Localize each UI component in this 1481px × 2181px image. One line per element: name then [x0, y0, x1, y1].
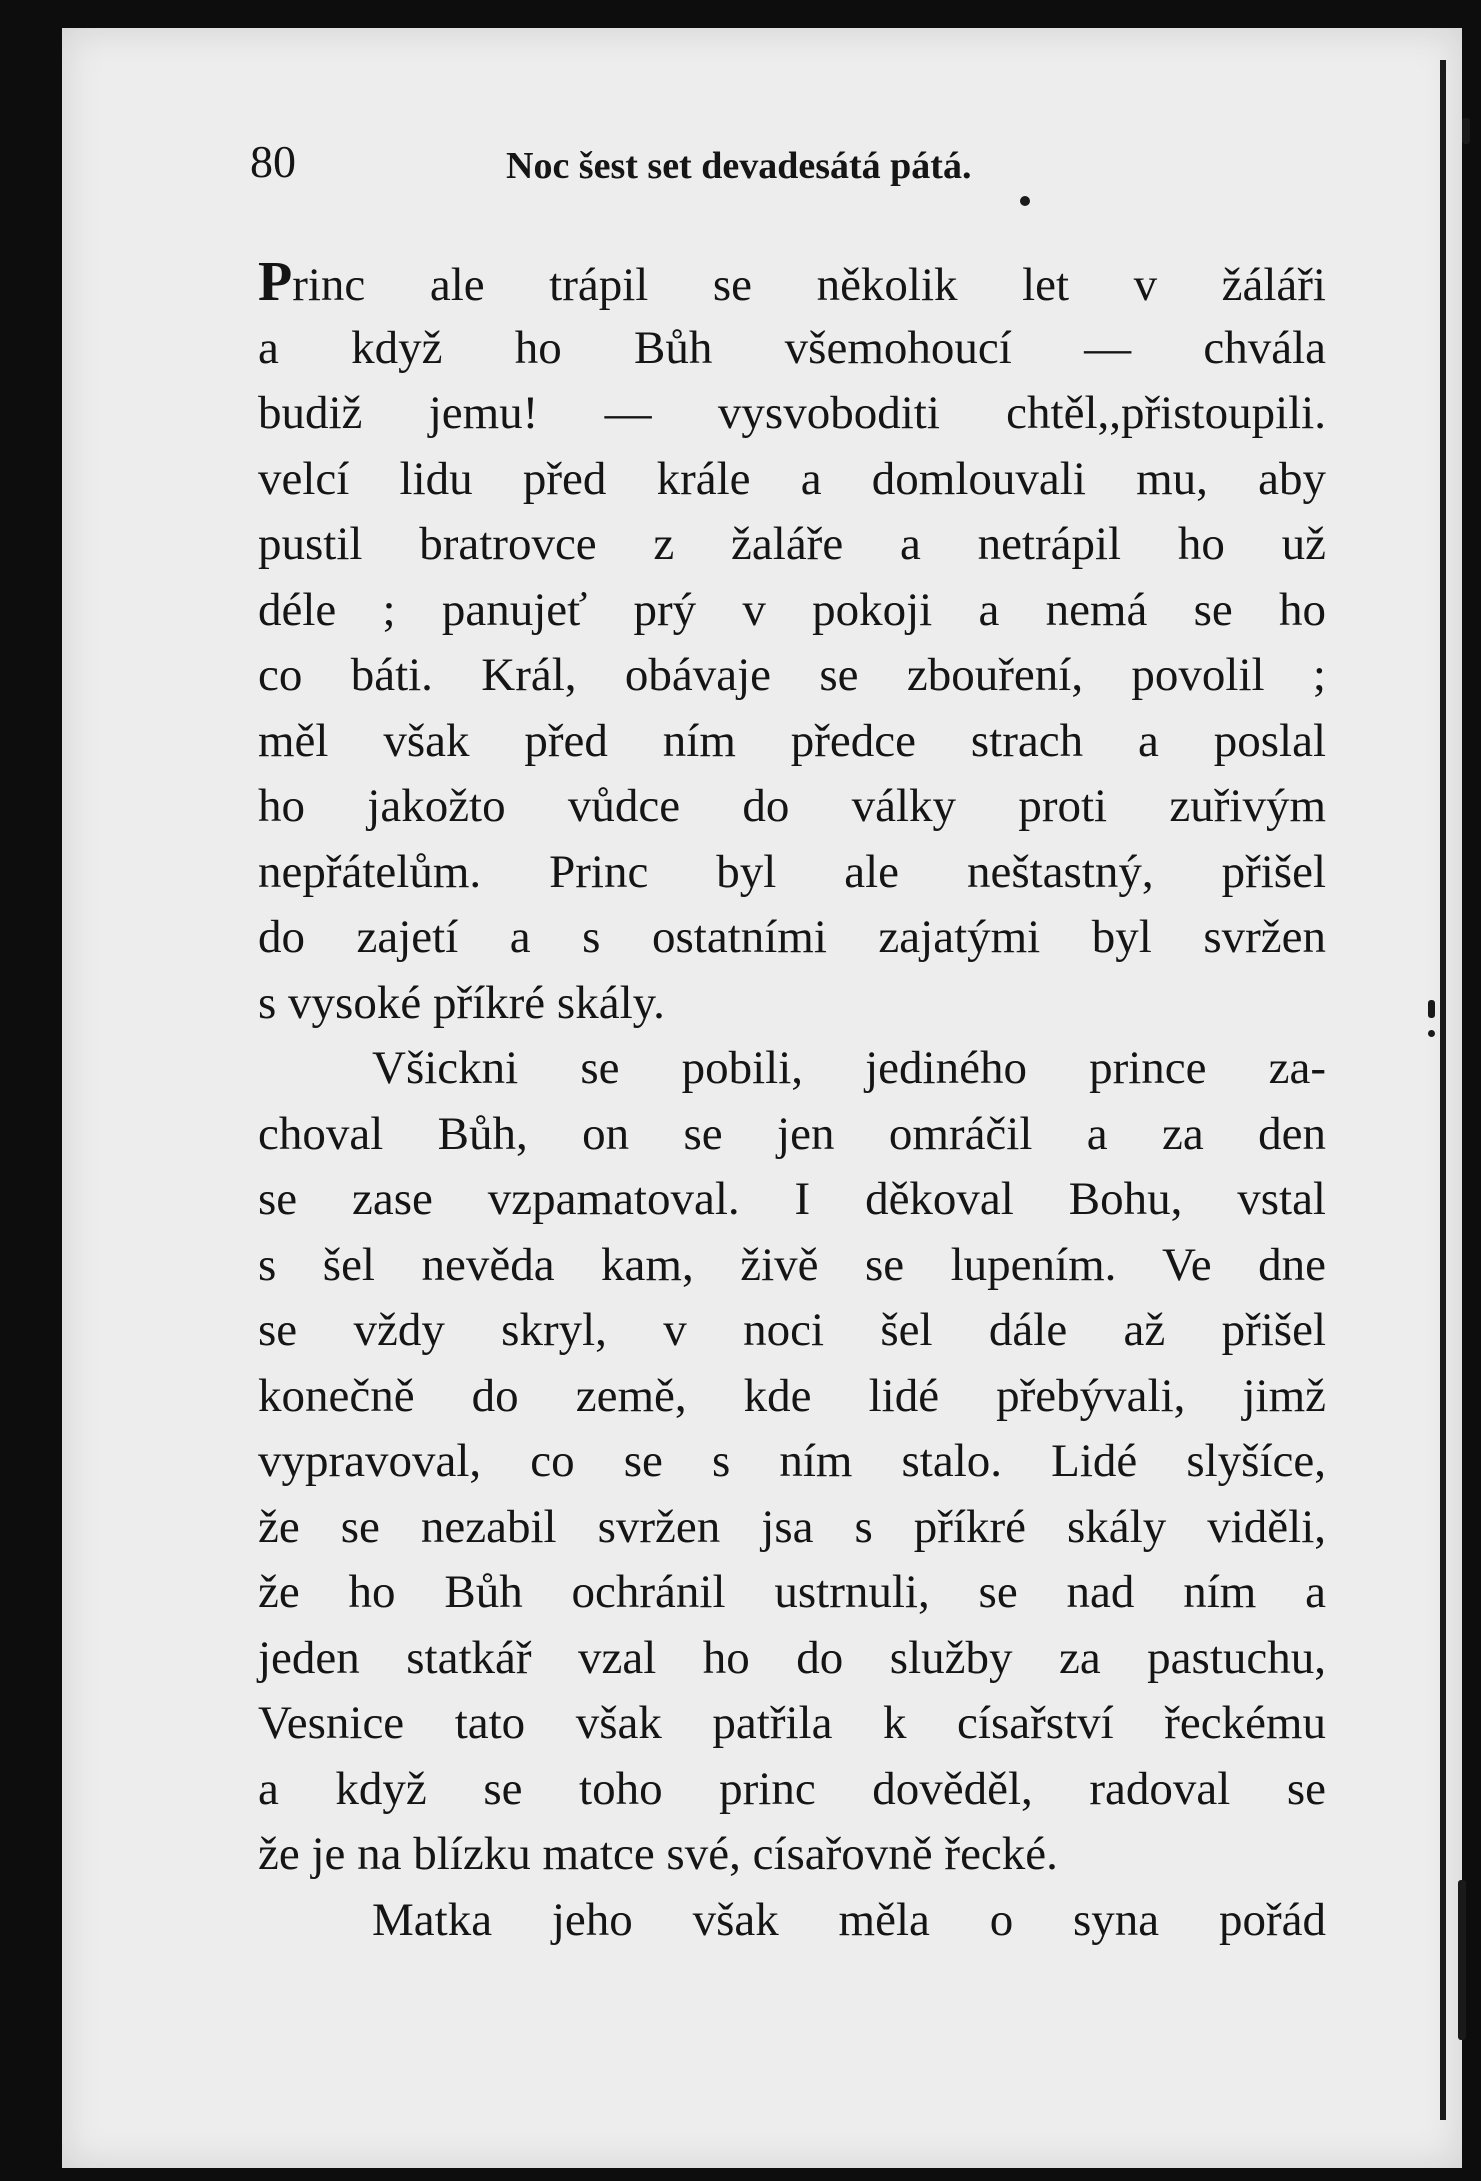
running-title: Noc šest set devadesátá pátá.	[506, 145, 972, 187]
page-edge-shadow	[1440, 60, 1446, 2120]
text-line: Všickni se pobili, jediného prince za-	[372, 1042, 1326, 1094]
text-line: velcí lidu před krále a domlouvali mu, aby	[258, 452, 1326, 505]
text-line: se vždy skryl, v noci šel dále až přišel	[258, 1304, 1326, 1356]
text-line: Matka jeho však měla o syna pořád	[372, 1893, 1326, 1946]
text-line: a když se toho princ dověděl, radoval se	[258, 1762, 1326, 1815]
text-line: že se nezabil svržen jsa s příkré skály viděli,	[258, 1500, 1326, 1553]
page-number: 80	[250, 136, 296, 187]
scan-speck	[1462, 118, 1470, 144]
scan-speck	[1458, 1880, 1466, 2040]
text-line: jeden statkář vzal ho do služby za pastuchu,	[258, 1631, 1326, 1684]
text-line: se zase vzpamatoval. I děkoval Bohu, vstal	[258, 1173, 1326, 1225]
scan-speck	[1020, 196, 1030, 206]
text-line: s vysoké příkré skály.	[258, 976, 665, 1029]
scan-speck	[1428, 1000, 1435, 1018]
running-head	[250, 132, 1320, 192]
text-line: Princ ale trápil se několik let v žáláři	[258, 251, 1326, 313]
text-line: budiž jemu! — vysvoboditi chtěl,,přistoupili.	[258, 387, 1326, 439]
text-line: Vesnice tato však patřila k císařství řeckému	[258, 1697, 1326, 1749]
text-line: choval Bůh, on se jen omráčil a za den	[258, 1107, 1326, 1160]
drop-cap: P	[258, 251, 293, 313]
body-text	[258, 250, 1326, 1953]
text-line: měl však před ním předce strach a poslal	[258, 714, 1326, 767]
text-line: pustil bratrovce z žaláře a netrápil ho už	[258, 518, 1326, 570]
text-line: konečně do země, kde lidé přebývali, jimž	[258, 1369, 1326, 1422]
text-line: vypravoval, co se s ním stalo. Lidé slyšíce,	[258, 1435, 1326, 1487]
text-line: ho jakožto vůdce do války proti zuřivým	[258, 780, 1326, 832]
text-line: a když ho Bůh všemohoucí — chvála	[258, 321, 1326, 374]
text-line: nepřátelům. Princ byl ale neštastný, přišel	[258, 845, 1326, 898]
scan-speck	[1428, 1030, 1435, 1037]
text-line: že ho Bůh ochránil ustrnuli, se nad ním a	[258, 1566, 1326, 1618]
text-line: co báti. Král, obávaje se zbouření, povolil ;	[258, 649, 1326, 701]
text-line: s šel nevěda kam, živě se lupením. Ve dne	[258, 1238, 1326, 1291]
text-line: do zajetí a s ostatními zajatými byl svržen	[258, 911, 1326, 963]
text-line: že je na blízku matce své, císařovně řecké.	[258, 1828, 1058, 1880]
text-line: déle ; panujeť prý v pokoji a nemá se ho	[258, 583, 1326, 636]
